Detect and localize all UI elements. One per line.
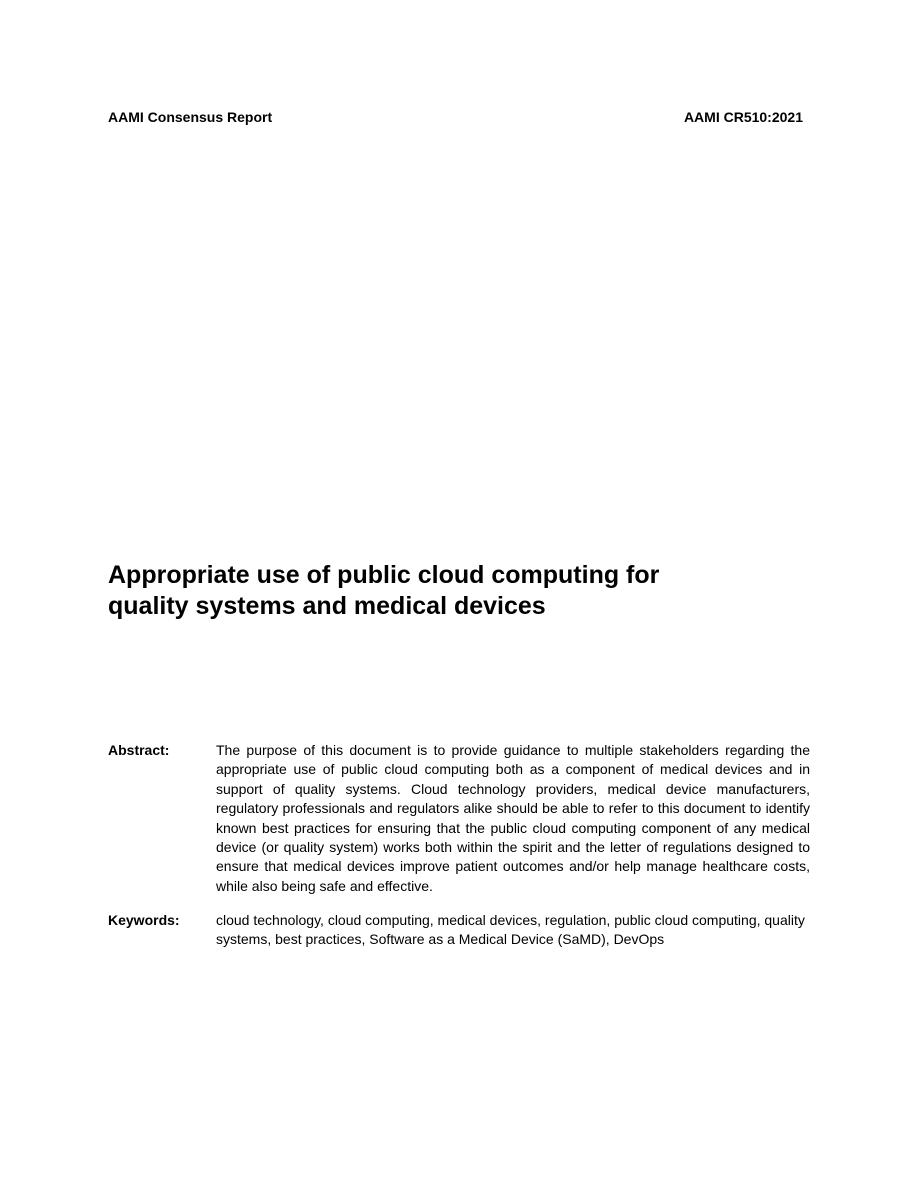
document-number-header: AAMI CR510:2021 — [683, 109, 803, 125]
title-line-1: Appropriate use of public cloud computing for — [108, 561, 660, 589]
abstract-label: Abstract: — [108, 742, 170, 758]
report-type-header: AAMI Consensus Report — [108, 109, 273, 125]
abstract-text: The purpose of this document is to provide guidance to multiple stakeholders regarding the appropriate use of public cloud computing both as a component of medical devices and in support of quality systems. Cloud technology providers, medical device manufacturers, regulatory professionals and regulators alike should be able to refer to this document to identify known best practices for ensuring that the public cloud computing component of any medical device (or quality system) works both within the spirit and the letter of regulations designed to ensure that medical devices improve patient outcomes and/or help manage healthcare costs, while also being safe and effective. — [216, 742, 810, 894]
title-line-2: quality systems and medical devices — [108, 592, 546, 620]
document-title — [108, 560, 798, 622]
keywords-label: Keywords: — [108, 912, 180, 928]
keywords-text: cloud technology, cloud computing, medical devices, regulation, public cloud computing, quality systems, best practices, Software as a Medical Device (SaMD), DevOps — [216, 912, 805, 948]
